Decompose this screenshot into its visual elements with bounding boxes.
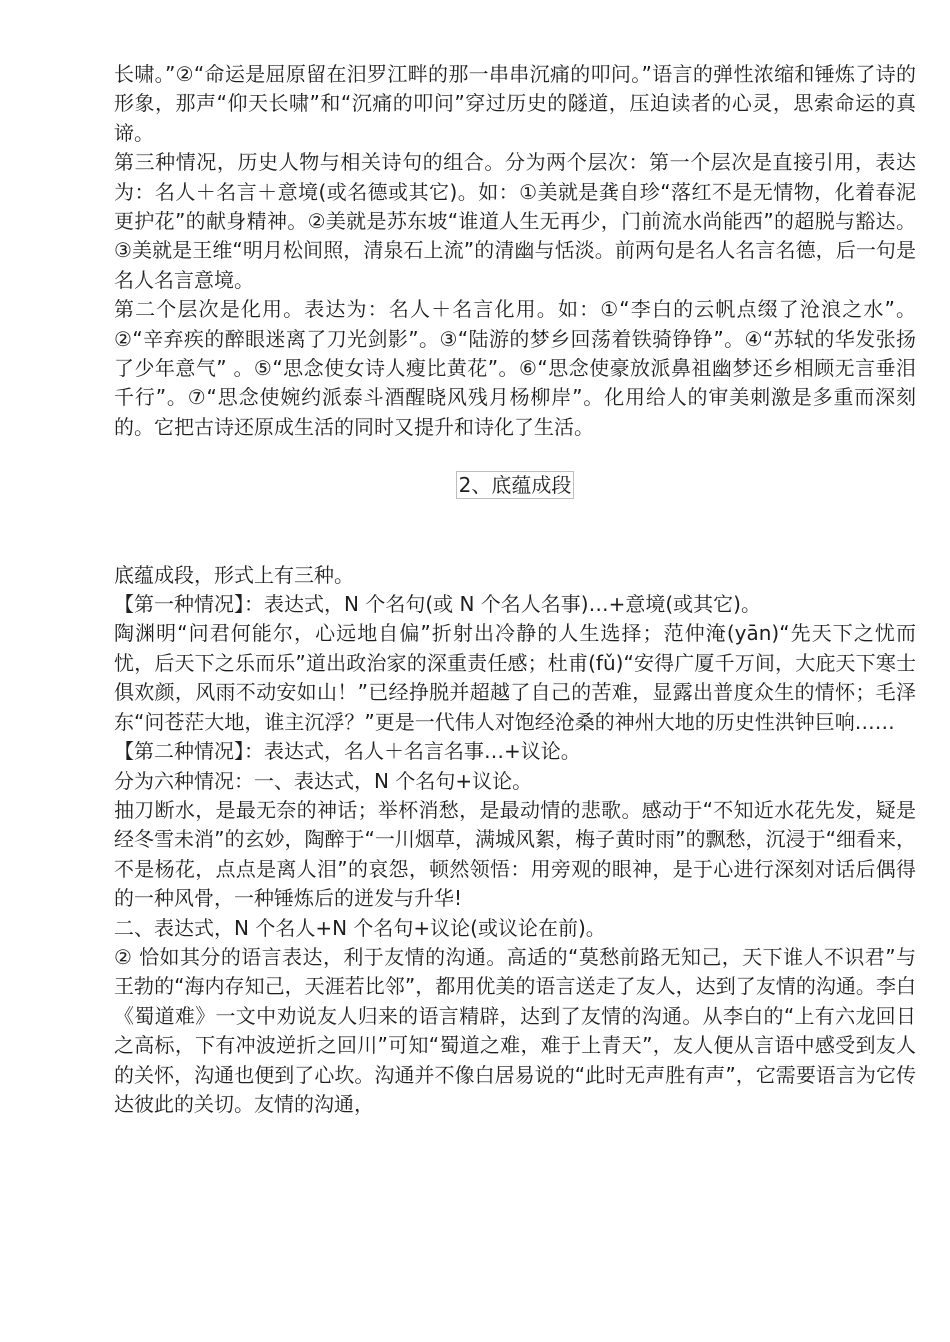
paragraph-11: ② 恰如其分的语言表达，利于友情的沟通。高适的“莫愁前路无知己，天下谁人不识君”与王勃的“海内存知己，天涯若比邻”，都用优美的语言送走了友人，达到了友情的沟通。李白《蜀道难》一文中劝说友人归来的语言精辟，达到了友情的沟通。从李白的“上有六龙回日之高标，下有冲波逆折之回川”可知“蜀道之难，难于上青天”，友人便从言语中感受到友人的关怀，沟通也便到了心坎。沟通并不像白居易说的“此时无声胜有声”，它需要语言为它传达彼此的关切。友情的沟通， <box>114 944 916 1116</box>
paragraph-7: 【第二种情况】：表达式，名人＋名言名事…+议论。 <box>114 739 581 764</box>
paragraph-2: 第三种情况，历史人物与相关诗句的组合。分为两个层次：第一个层次是直接引用，表达为：名人＋名言＋意境(或名德或其它)。如：①美就是龚自珍“落红不是无情物，化着春泥更护花”的献身精神。②美就是苏东坡“谁道人生无再少，门前流水尚能西”的超脱与豁达。③美就是王维“明月松间照，清泉石上流”的清幽与恬淡。前两句是名人名言名德，后一句是名人名言意境。 <box>114 150 916 292</box>
paragraph-9: 抽刀断水，是最无奈的神话；举杯消愁，是最动情的悲歌。感动于“不知近水花先发，疑是经冬雪未消”的玄妙，陶醉于“一川烟草，满城风絮，梅子黄时雨”的飘愁，沉浸于“细看来，不是杨花，点点是离人泪”的哀怨，顿然领悟：用旁观的眼神，是于心进行深刻对话后偶得的一种风骨，一种锤炼后的迸发与升华! <box>114 797 916 911</box>
section-heading: 2、底蕴成段 <box>456 471 575 499</box>
document-page <box>114 60 916 1119</box>
section-heading-wrap <box>114 471 916 500</box>
paragraph-3: 第二个层次是化用。表达为：名人＋名言化用。如：①“李白的云帆点缀了沧浪之水”。②“辛弃疾的醉眼迷离了刀光剑影”。③“陆游的梦乡回荡着铁骑铮铮”。④“苏轼的华发张扬了少年意气” 。⑤“思念使女诗人瘦比黄花”。⑥“思念使豪放派鼻祖幽梦还乡相顾无言垂泪千行”。⑦“思念使婉约派泰斗酒醒晓风残月杨柳岸”。化用给人的审美刺激是多重而深刻的。它把古诗还原成生活的同时又提升和诗化了生活。 <box>114 297 916 439</box>
paragraph-1: 长啸。”②“命运是屈原留在汨罗江畔的那一串串沉痛的叩问。”语言的弹性浓缩和锤炼了诗的形象，那声“仰天长啸”和“沉痛的叩问”穿过历史的隧道，压迫读者的心灵，思索命运的真谛。 <box>114 62 916 145</box>
paragraph-8: 分为六种情况：一、表达式，N 个名句+议论。 <box>114 768 533 793</box>
paragraph-10: 二、表达式，N 个名人+N 个名句+议论(或议论在前)。 <box>114 915 606 940</box>
paragraph-5: 【第一种情况】：表达式，N 个名句(或 N 个名人名事)…+意境(或其它)。 <box>114 592 761 617</box>
paragraph-4: 底蕴成段，形式上有三种。 <box>114 562 354 587</box>
paragraph-6: 陶渊明“问君何能尔，心远地自偏”折射出冷静的人生选择；范仲淹(yān)“先天下之忧而忧，后天下之乐而乐”道出政治家的深重责任感；杜甫(fǔ)“安得广厦千万间，大庇天下寒士俱欢颜，风雨不动安如山！”已经挣脱并超越了自己的苦难，显露出普度众生的情怀；毛泽东“问苍茫大地，谁主沉浮？”更是一代伟人对饱经沧桑的神州大地的历史性洪钟巨响…… <box>114 621 916 734</box>
